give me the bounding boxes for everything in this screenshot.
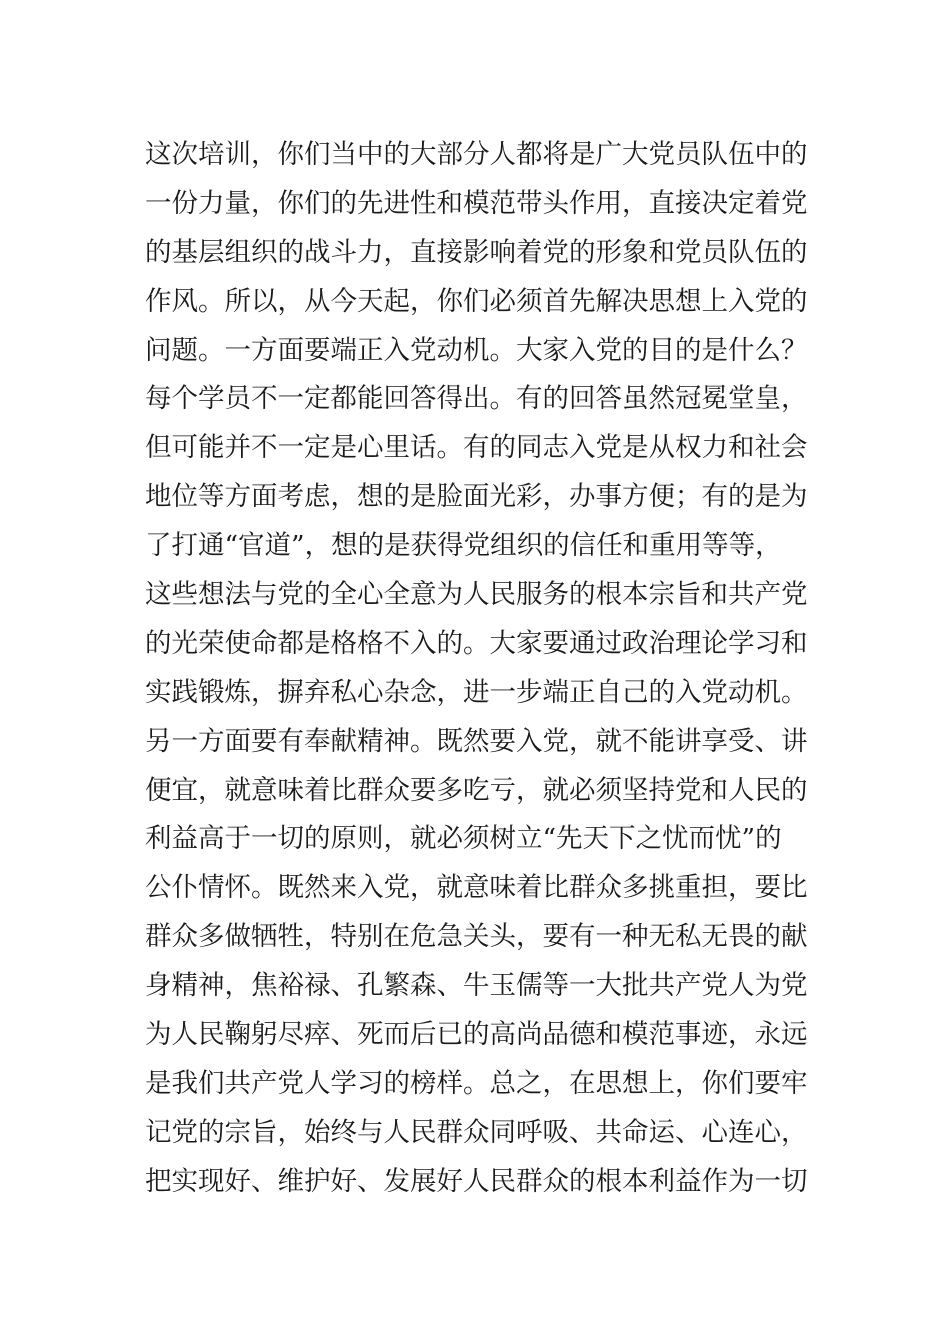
text-line: 实践锻炼，摒弃私心杂念，进一步端正自己的入党动机。 [145,676,808,708]
text-line: 身精神，焦裕禄、孔繁森、牛玉儒等一大批共产党人为党 [145,970,808,1002]
text-line: 了打通“官道”，想的是获得党组织的信任和重用等等， [145,530,782,562]
text-line: 是我们共产党人学习的榜样。总之，在思想上，你们要牢 [145,1067,808,1099]
text-line: 的光荣使命都是格格不入的。大家要通过政治理论学习和 [145,627,808,659]
text-line: 这些想法与党的全心全意为人民服务的根本宗旨和共产党 [145,579,808,611]
text-line: 作风。所以，从今天起，你们必须首先解决思想上入党的 [145,285,808,317]
text-line: 但可能并不一定是心里话。有的同志入党是从权力和社会 [145,432,808,464]
text-line: 为人民鞠躬尽瘁、死而后已的高尚品德和模范事迹，永远 [145,1019,808,1051]
text-line: 利益高于一切的原则，就必须树立“先天下之忧而忧”的 [145,823,782,855]
text-line: 每个学员不一定都能回答得出。有的回答虽然冠冕堂皇， [145,383,808,415]
text-line: 把实现好、维护好、发展好人民群众的根本利益作为一切 [145,1165,808,1197]
text-line: 另一方面要有奉献精神。既然要入党，就不能讲享受、讲 [145,725,808,757]
text-line: 公仆情怀。既然来入党，就意味着比群众多挑重担，要比 [145,872,808,904]
text-line: 的基层组织的战斗力，直接影响着党的形象和党员队伍的 [145,236,808,268]
text-line: 便宜，就意味着比群众要多吃亏，就必须坚持党和人民的 [145,774,808,806]
text-line: 这次培训，你们当中的大部分人都将是广大党员队伍中的 [145,139,808,170]
text-line: 地位等方面考虑，想的是脸面光彩，办事方便；有的是为 [145,481,808,513]
text-line: 问题。一方面要端正入党动机。大家入党的目的是什么？ [145,334,808,366]
body-text [145,131,815,1207]
text-line: 记党的宗旨，始终与人民群众同呼吸、共命运、心连心， [145,1116,808,1148]
text-line: 群众多做牺牲，特别在危急关头，要有一种无私无畏的献 [145,921,808,953]
text-line: 一份力量，你们的先进性和模范带头作用，直接决定着党 [145,187,808,219]
